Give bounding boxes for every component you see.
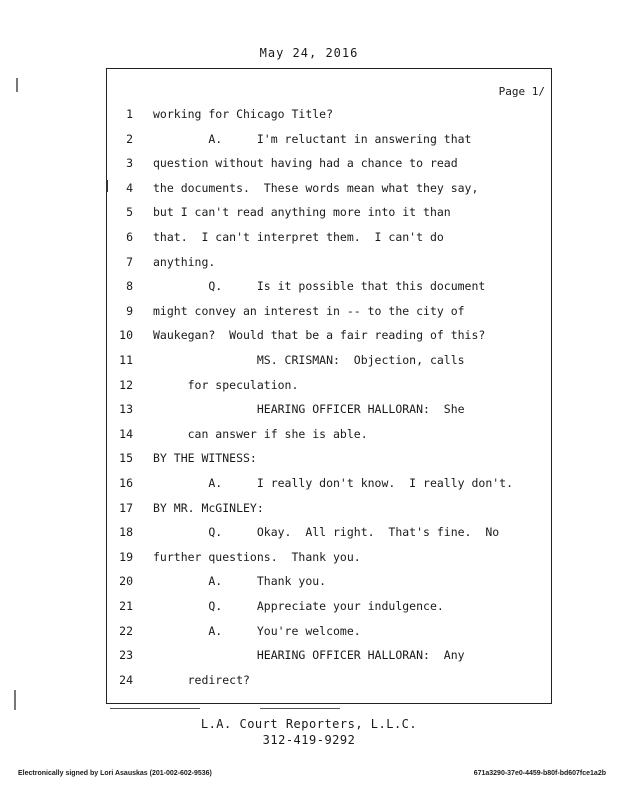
transcript-line — [107, 476, 547, 492]
transcript-line — [107, 648, 547, 664]
transcript-line — [107, 181, 547, 197]
line-number: 21 — [119, 599, 133, 613]
transcript-line — [107, 673, 547, 689]
line-text: Q. Appreciate your indulgence. — [153, 599, 444, 613]
line-number: 3 — [126, 156, 133, 171]
margin-mark — [106, 180, 108, 192]
line-number: 16 — [119, 476, 133, 490]
line-text: BY MR. McGINLEY: — [153, 500, 264, 515]
margin-mark — [14, 690, 16, 710]
transcript-line — [107, 574, 547, 590]
transcript-line — [107, 156, 547, 172]
line-text: for speculation. — [153, 377, 299, 392]
line-text: question without having had a chance to read — [153, 156, 458, 171]
transcript-line — [107, 230, 547, 246]
transcript-line — [107, 427, 547, 443]
line-number: 9 — [126, 303, 133, 318]
line-text: working for Chicago Title? — [153, 107, 334, 121]
line-number: 23 — [119, 648, 133, 663]
line-number: 8 — [126, 279, 133, 294]
line-number: 19 — [119, 549, 133, 564]
line-text: BY THE WITNESS: — [153, 451, 257, 466]
transcript-line — [107, 328, 547, 344]
transcript-line — [107, 599, 547, 615]
line-text: anything. — [153, 254, 216, 269]
line-text: HEARING OFFICER HALLORAN: She — [153, 402, 465, 417]
line-text: might convey an interest in -- to the city of — [153, 303, 465, 318]
line-number: 5 — [126, 205, 133, 220]
esign-notice: Electronically signed by Lori Asauskas (201-002-602-9536) — [18, 770, 212, 777]
line-number: 15 — [119, 451, 133, 466]
footer-firm: L.A. Court Reporters, L.L.C. — [200, 717, 418, 731]
document-id: 671a3290-37e0-4459-b80f-bd607fce1a2b — [473, 770, 606, 777]
transcript-line — [107, 501, 547, 517]
line-text: Waukegan? Would that be a fair reading of this? — [153, 328, 486, 343]
line-text: Q. Is it possible that this document — [153, 279, 486, 294]
transcript-line — [107, 550, 547, 566]
footer-phone: 312-419-9292 — [262, 733, 356, 747]
line-text: MS. CRISMAN: Objection, calls — [153, 353, 465, 367]
transcript-line — [107, 255, 547, 271]
line-text: further questions. Thank you. — [153, 549, 361, 564]
transcript-line — [107, 378, 547, 394]
transcript-line — [107, 525, 547, 541]
line-number: 2 — [126, 131, 133, 146]
transcript-line — [107, 205, 547, 221]
transcript-line — [107, 624, 547, 640]
transcript-line — [107, 353, 547, 369]
line-text: A. You're welcome. — [153, 623, 361, 638]
transcript-line — [107, 402, 547, 418]
line-number: 10 — [119, 328, 133, 343]
line-text: A. Thank you. — [153, 574, 327, 589]
line-number: 11 — [119, 353, 133, 367]
page-number: Page 1/ — [498, 85, 545, 98]
line-number: 14 — [119, 426, 133, 441]
line-text: redirect? — [153, 672, 250, 687]
line-text: Q. Okay. All right. That's fine. No — [153, 525, 500, 540]
margin-mark — [16, 78, 18, 92]
line-number: 13 — [119, 402, 133, 417]
line-number: 20 — [119, 574, 133, 589]
transcript-line — [107, 451, 547, 467]
line-text: but I can't read anything more into it than — [153, 205, 451, 220]
line-text: A. I really don't know. I really don't. — [153, 476, 514, 490]
transcript-line — [107, 107, 547, 123]
line-number: 24 — [119, 672, 133, 687]
line-text: can answer if she is able. — [153, 426, 368, 441]
transcript-line — [107, 132, 547, 148]
line-number: 22 — [119, 623, 133, 638]
line-text: HEARING OFFICER HALLORAN: Any — [153, 648, 465, 663]
line-number: 6 — [126, 230, 133, 244]
transcript-line — [107, 304, 547, 320]
scan-dash — [110, 708, 200, 709]
line-number: 12 — [119, 377, 133, 392]
header-date: May 24, 2016 — [259, 46, 359, 60]
line-number: 7 — [126, 254, 133, 269]
line-number: 18 — [119, 525, 133, 540]
line-text: A. I'm reluctant in answering that — [153, 131, 472, 146]
line-number: 4 — [126, 180, 133, 195]
scan-dash — [260, 708, 340, 709]
transcript-box — [106, 68, 552, 704]
line-number: 17 — [119, 500, 133, 515]
transcript-line — [107, 279, 547, 295]
line-text: that. I can't interpret them. I can't do — [153, 230, 444, 244]
line-number: 1 — [126, 107, 133, 121]
line-text: the documents. These words mean what they say, — [153, 180, 479, 195]
